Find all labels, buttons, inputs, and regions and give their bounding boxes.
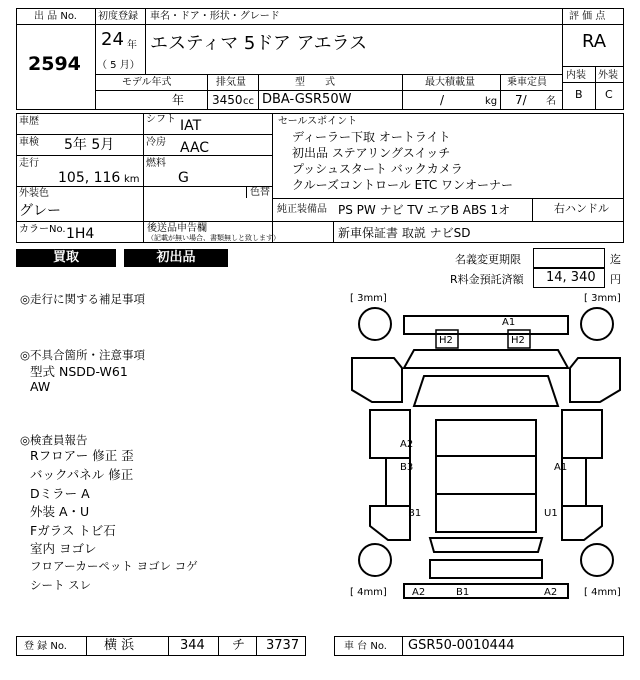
windshield	[414, 376, 558, 406]
damage-front-top: A1	[502, 317, 516, 328]
inspector-line-5: Fガラス トビ石	[30, 523, 116, 538]
model-year-label: モデル年式	[122, 77, 172, 88]
first-reg-month: （ 5 月）	[97, 60, 140, 71]
displacement-value: 3450	[212, 93, 243, 107]
color-no-label: カラーNo.	[19, 224, 66, 235]
fuel-label: 燃料	[146, 158, 166, 169]
damage-rear-a2-right: A2	[544, 587, 558, 598]
tyre-front-left	[359, 308, 391, 340]
aftermarket-note: （記載が無い場合、書類無しと致します）	[147, 234, 280, 242]
inspector-line-4: 外装 A・U	[30, 504, 90, 519]
color-value: グレー	[19, 203, 61, 219]
hood	[404, 350, 568, 368]
defect-line-1: 型式 NSDD-W61	[30, 364, 128, 379]
sales-point-line-1: ディーラー下取 オートライト	[292, 130, 451, 144]
inspector-line-8: シート スレ	[30, 578, 92, 592]
equipment-label: 純正装備品	[277, 204, 327, 215]
ac-label: 冷房	[146, 137, 166, 148]
model-year-unit: 年	[172, 93, 185, 107]
damage-rear-b1: B1	[456, 587, 470, 598]
damage-h2-right: H2	[511, 335, 525, 346]
inspection-value: 5年 5月	[64, 137, 115, 153]
reg-area: 横 浜	[104, 638, 135, 653]
left-front-fender	[352, 358, 402, 402]
shift-label: シフト	[146, 114, 176, 125]
exterior-score: C	[605, 88, 613, 101]
sales-point-line-2: 初出品 ステアリングスイッチ	[292, 146, 451, 160]
mileage-value: 105, 116	[58, 170, 121, 186]
recycle-unit: 円	[610, 273, 621, 286]
tyre-rear-right	[581, 544, 613, 576]
warranty-items: 新車保証書 取説 ナビSD	[338, 226, 471, 240]
damage-right-u1: U1	[544, 508, 558, 519]
displacement-unit: cc	[243, 96, 254, 107]
damage-left-a2: A2	[400, 439, 414, 450]
color-no-value: 1H4	[66, 226, 95, 242]
interior-score: B	[575, 88, 583, 101]
reg-label: 登 録 No.	[24, 641, 67, 652]
reg-kana: チ	[232, 638, 246, 653]
right-front-door	[562, 410, 602, 458]
history-label: 車歴	[19, 116, 39, 127]
max-load-unit: kg	[485, 96, 498, 107]
defect-line-2: AW	[30, 379, 51, 394]
mileage-label: 走行	[19, 158, 39, 169]
sales-point-line-3: プッシュスタート バックカメラ	[292, 162, 463, 176]
max-load-value: /	[440, 93, 445, 107]
sales-point-line-4: クルーズコントロール ETC ワンオーナー	[292, 178, 514, 192]
defects-title: ◎不具合箇所・注意事項	[20, 348, 146, 362]
shift-value: IAT	[180, 118, 202, 134]
name-change-unit: 迄	[610, 253, 621, 266]
driving-notes-title: ◎走行に関する補足事項	[20, 292, 146, 306]
lot-label: 出 品 No.	[34, 11, 77, 22]
right-rear-quarter	[562, 506, 602, 540]
chassis-label: 車 台 No.	[344, 641, 387, 652]
model-code-label: 型 式	[295, 77, 335, 88]
left-front-door	[370, 410, 410, 458]
capacity-value: 7/	[515, 93, 527, 107]
evaluation-score: RA	[582, 31, 607, 52]
capacity-unit: 名	[546, 96, 556, 107]
right-front-fender	[570, 358, 620, 402]
tyre-front-right	[581, 308, 613, 340]
color-label: 外装色	[19, 188, 49, 199]
damage-h2-left: H2	[439, 335, 453, 346]
tyre-rear-left	[359, 544, 391, 576]
first-reg-year: 24	[101, 29, 124, 50]
first-reg-label: 初度登録	[98, 11, 138, 22]
damage-rear-a2-left: A2	[412, 587, 426, 598]
mileage-unit: km	[124, 174, 140, 185]
back-panel	[430, 560, 542, 578]
max-load-label: 最大積載量	[425, 77, 475, 88]
reg-class: 344	[180, 638, 205, 653]
inspector-line-7: フロアーカーペット ヨゴレ コゲ	[30, 559, 198, 573]
lot-number: 2594	[28, 53, 81, 75]
inspector-line-3: Dミラー A	[30, 486, 90, 501]
color-change-label: 色替	[250, 187, 270, 198]
corner-label-br: [ 4mm]	[584, 587, 621, 598]
chassis-number: GSR50-0010444	[408, 638, 515, 653]
recycle-value: 14, 340	[546, 270, 596, 285]
front-bumper	[404, 316, 568, 334]
name-change-box	[533, 248, 605, 268]
equipment-items: PS PW ナビ TV エアB ABS 1オ	[338, 203, 511, 217]
damage-left-b1: B1	[408, 508, 422, 519]
steering-value: 右ハンドル	[554, 202, 609, 215]
aftermarket-label: 後送品申告欄	[147, 223, 207, 234]
inspector-title: ◎検査員報告	[20, 433, 88, 447]
capacity-label: 乗車定員	[507, 77, 547, 88]
first-listing-badge: 初出品	[124, 249, 228, 267]
interior-label: 内装	[566, 70, 586, 81]
fuel-value: G	[178, 170, 189, 186]
corner-label-tl: [ 3mm]	[350, 293, 387, 304]
inspection-label: 車検	[19, 137, 39, 148]
recycle-label: R料金預託済額	[450, 273, 524, 286]
damage-left-b3: B3	[400, 462, 414, 473]
damage-right-a1: A1	[554, 462, 568, 473]
sales-points-label: セールスポイント	[278, 116, 358, 127]
name-change-label: 名義変更期限	[455, 253, 521, 266]
ac-value: AAC	[180, 140, 210, 156]
car-name: エスティマ 5ドア アエラス	[150, 33, 368, 54]
roof	[436, 420, 536, 532]
corner-label-tr: [ 3mm]	[584, 293, 621, 304]
left-rear-quarter	[370, 506, 410, 540]
inspector-line-2: バックパネル 修正	[30, 467, 134, 482]
inspector-line-1: Rフロアー 修正 歪	[30, 448, 134, 463]
reg-number: 3737	[266, 638, 300, 653]
rear-window	[430, 538, 542, 552]
inspector-line-6: 室内 ヨゴレ	[30, 541, 97, 556]
first-reg-year-unit: 年	[127, 40, 137, 51]
corner-label-bl: [ 4mm]	[350, 587, 387, 598]
car-label: 車名・ドア・形状・グレード	[150, 11, 280, 22]
displacement-label: 排気量	[216, 77, 246, 88]
model-code: DBA-GSR50W	[262, 92, 352, 107]
grade-label: 評 価 点	[569, 11, 606, 22]
car-damage-diagram	[344, 290, 628, 606]
exterior-label: 外装	[598, 70, 618, 81]
buy-badge: 買取	[16, 249, 116, 267]
